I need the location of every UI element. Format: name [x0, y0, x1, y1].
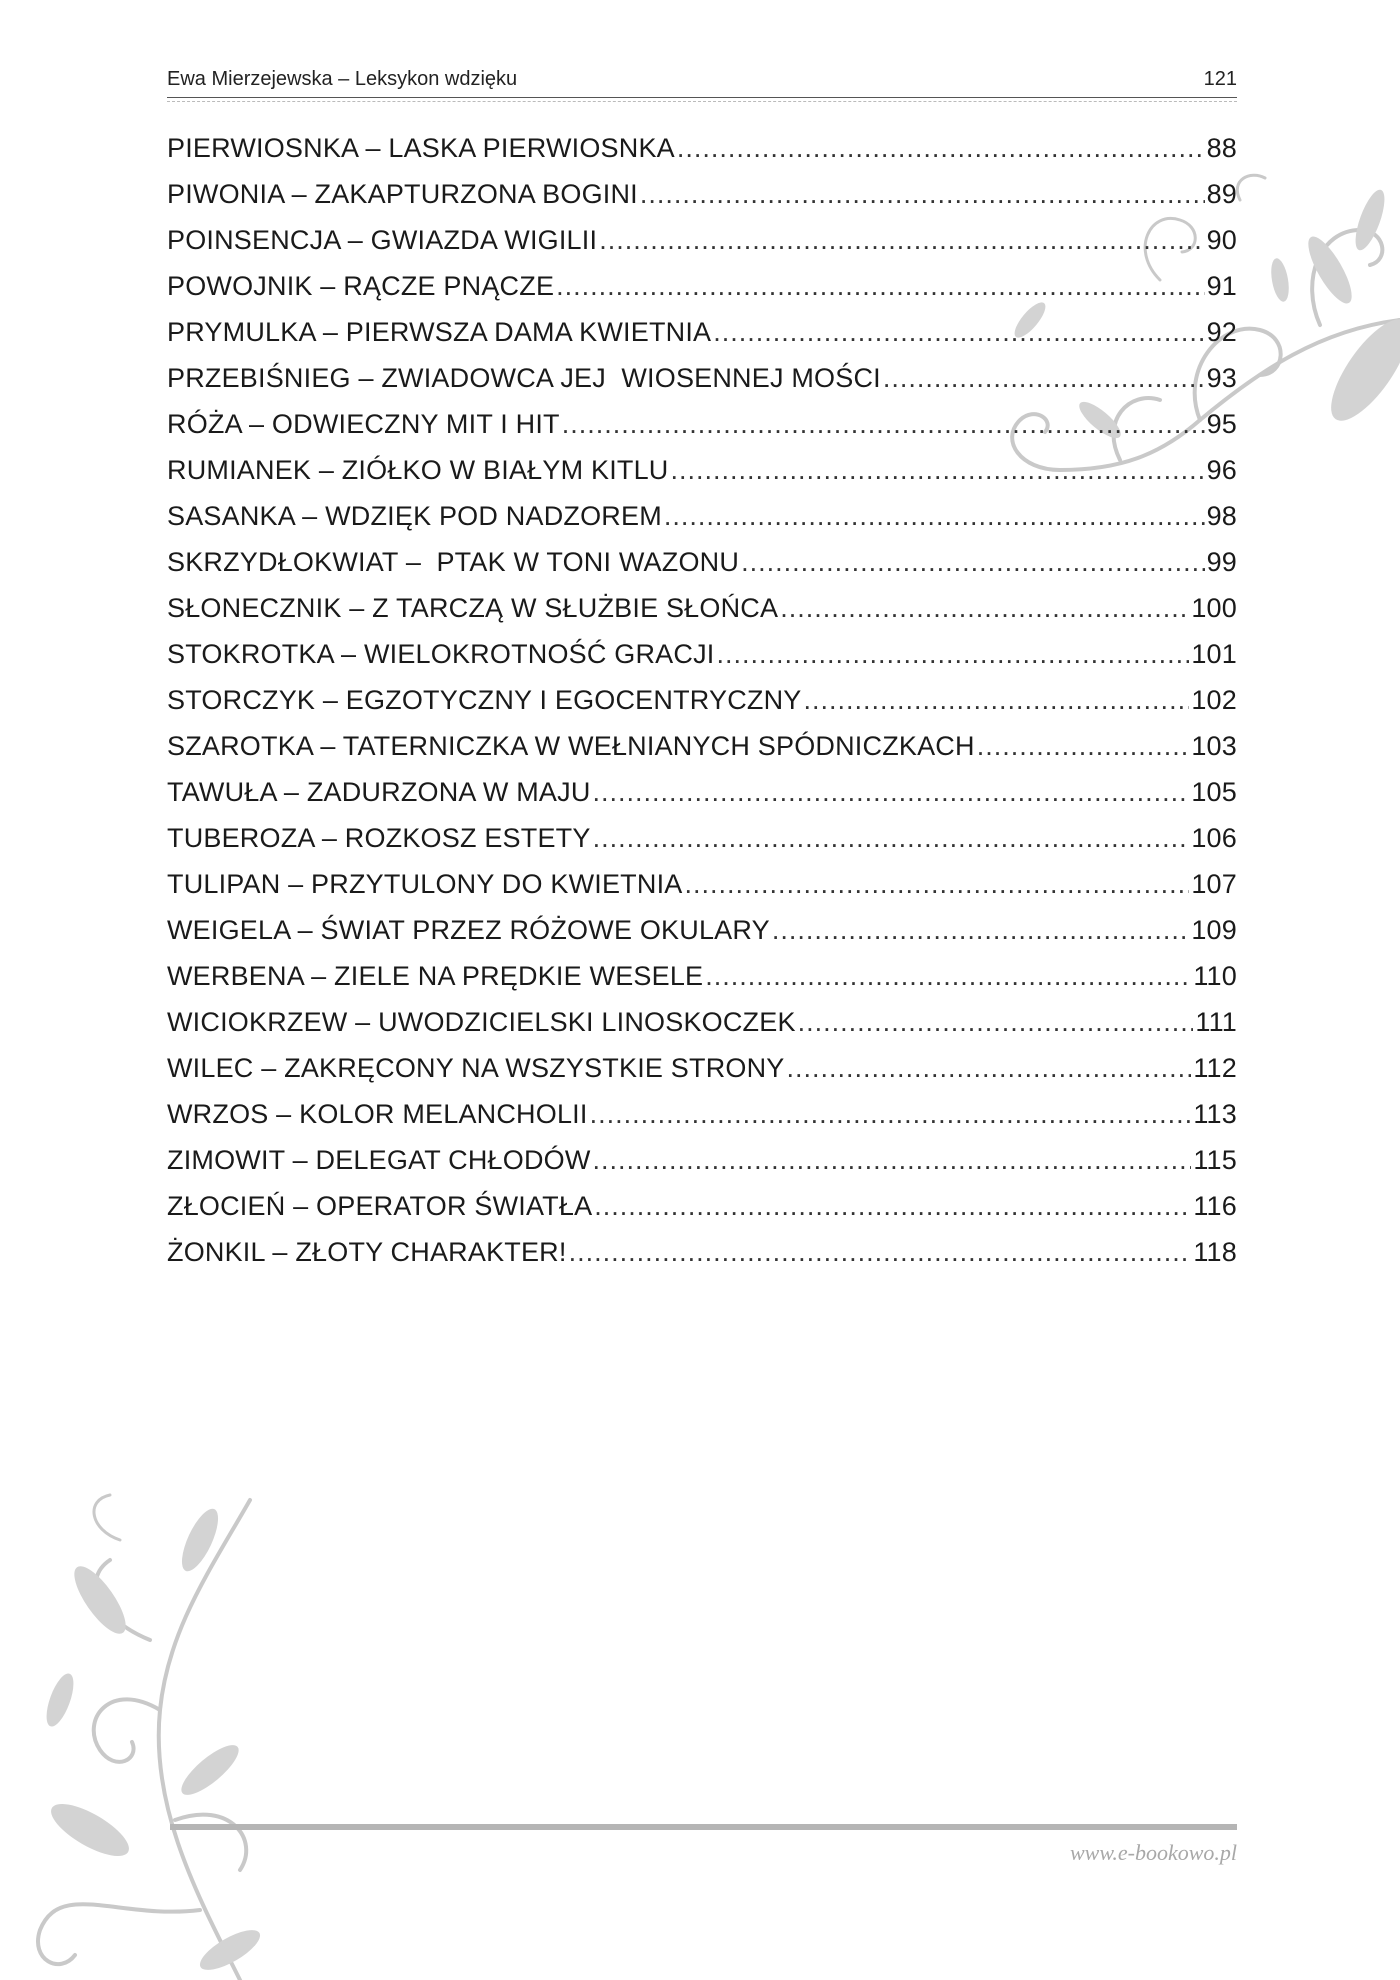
toc-entry-title: PRZEBIŚNIEG – ZWIADOWCA JEJ WIOSENNEJ MOŚCI	[167, 363, 881, 393]
toc-entry-title: ZŁOCIEŃ – OPERATOR ŚWIATŁA	[167, 1191, 593, 1221]
toc-entry-title: ŻONKIL – ZŁOTY CHARAKTER!	[167, 1237, 567, 1267]
toc-dot-leader	[664, 501, 1205, 532]
toc-dot-leader	[640, 179, 1205, 210]
toc-entry	[167, 593, 1237, 639]
toc-entry	[167, 271, 1237, 317]
toc-entry	[167, 1007, 1237, 1053]
toc-entry-title: TULIPAN – PRZYTULONY DO KWIETNIA	[167, 869, 683, 899]
toc-entry-page: 102	[1191, 685, 1237, 715]
toc-entry-page: 98	[1206, 501, 1237, 531]
footer-rule	[170, 1824, 1237, 1830]
running-title: Ewa Mierzejewska – Leksykon wdzięku	[167, 68, 518, 90]
toc-entry	[167, 1191, 1237, 1237]
toc-entry-page: 111	[1195, 1007, 1237, 1037]
toc-entry-page: 101	[1191, 639, 1237, 669]
toc-dot-leader	[977, 731, 1190, 762]
toc-dot-leader	[556, 271, 1204, 302]
page-number: 121	[1203, 68, 1237, 90]
toc-entry-page: 115	[1193, 1145, 1237, 1175]
toc-dot-leader	[705, 961, 1191, 992]
toc-entry-page: 118	[1193, 1237, 1237, 1267]
toc-entry-title: PIWONIA – ZAKAPTURZONA BOGINI	[167, 179, 638, 209]
toc-entry-page: 110	[1193, 961, 1237, 991]
running-header	[167, 68, 1237, 98]
toc-entry-title: SASANKA – WDZIĘK POD NADZOREM	[167, 501, 662, 531]
toc-dot-leader	[741, 547, 1205, 578]
toc-entry-page: 88	[1206, 133, 1237, 163]
toc-entry	[167, 639, 1237, 685]
toc-entry	[167, 823, 1237, 869]
toc-dot-leader	[883, 363, 1205, 394]
toc-entry-title: RUMIANEK – ZIÓŁKO W BIAŁYM KITLU	[167, 455, 669, 485]
toc-entry	[167, 777, 1237, 823]
toc-entry	[167, 731, 1237, 777]
toc-entry	[167, 179, 1237, 225]
toc-entry	[167, 409, 1237, 455]
toc-entry-page: 99	[1206, 547, 1237, 577]
toc-dot-leader	[593, 1145, 1192, 1176]
toc-entry-page: 96	[1206, 455, 1237, 485]
toc-dot-leader	[787, 1053, 1192, 1084]
toc-entry	[167, 685, 1237, 731]
toc-entry	[167, 501, 1237, 547]
toc-dot-leader	[804, 685, 1190, 716]
toc-entry	[167, 133, 1237, 179]
toc-entry	[167, 547, 1237, 593]
toc-entry-page: 100	[1191, 593, 1237, 623]
toc-dot-leader	[593, 777, 1190, 808]
toc-entry-title: TUBEROZA – ROZKOSZ ESTETY	[167, 823, 591, 853]
toc-entry	[167, 225, 1237, 271]
toc-entry-page: 89	[1206, 179, 1237, 209]
toc-dot-leader	[780, 593, 1189, 624]
toc-entry	[167, 1145, 1237, 1191]
toc-entry-page: 116	[1193, 1191, 1237, 1221]
toc-entry-title: PIERWIOSNKA – LASKA PIERWIOSNKA	[167, 133, 675, 163]
toc-dot-leader	[677, 133, 1205, 164]
toc-entry-title: WERBENA – ZIELE NA PRĘDKIE WESELE	[167, 961, 704, 991]
toc-entry-page: 109	[1191, 915, 1237, 945]
toc-dot-leader	[590, 1099, 1192, 1130]
toc-dot-leader	[599, 225, 1204, 256]
toc-entry-title: TAWUŁA – ZADURZONA W MAJU	[167, 777, 591, 807]
toc-dot-leader	[593, 823, 1190, 854]
toc-entry	[167, 1099, 1237, 1145]
toc-dot-leader	[562, 409, 1205, 440]
floral-ornament-bottom-icon	[0, 1480, 300, 1980]
toc-entry	[167, 317, 1237, 363]
toc-entry-title: POWOJNIK – RĄCZE PNĄCZE	[167, 271, 555, 301]
toc-entry-page: 107	[1191, 869, 1237, 899]
toc-entry-page: 103	[1191, 731, 1237, 761]
toc-dot-leader	[684, 869, 1189, 900]
toc-entry-title: WILEC – ZAKRĘCONY NA WSZYSTKIE STRONY	[167, 1053, 785, 1083]
toc-entry-page: 92	[1206, 317, 1237, 347]
toc-entry-title: PRYMULKA – PIERWSZA DAMA KWIETNIA	[167, 317, 712, 347]
toc-entry-title: POINSENCJA – GWIAZDA WIGILII	[167, 225, 598, 255]
toc-dot-leader	[717, 639, 1190, 670]
table-of-contents	[167, 133, 1237, 1283]
toc-dot-leader	[671, 455, 1205, 486]
toc-entry	[167, 455, 1237, 501]
footer-url: www.e-bookowo.pl	[1069, 1840, 1237, 1865]
toc-dot-leader	[569, 1237, 1192, 1268]
toc-entry	[167, 961, 1237, 1007]
toc-entry-title: ZIMOWIT – DELEGAT CHŁODÓW	[167, 1145, 591, 1175]
toc-entry-title: SZAROTKA – TATERNICZKA W WEŁNIANYCH SPÓDNICZKACH	[167, 731, 975, 761]
toc-entry-title: WEIGELA – ŚWIAT PRZEZ RÓŻOWE OKULARY	[167, 915, 770, 945]
toc-entry-title: WICIOKRZEW – UWODZICIELSKI LINOSKOCZEK	[167, 1007, 796, 1037]
toc-entry-title: SŁONECZNIK – Z TARCZĄ W SŁUŻBIE SŁOŃCA	[167, 593, 779, 623]
toc-dot-leader	[594, 1191, 1191, 1222]
toc-entry	[167, 1053, 1237, 1099]
toc-entry-page: 113	[1193, 1099, 1237, 1129]
toc-entry-title: SKRZYDŁOKWIAT – PTAK W TONI WAZONU	[167, 547, 740, 577]
toc-dot-leader	[713, 317, 1204, 348]
toc-entry-page: 93	[1206, 363, 1237, 393]
toc-entry-page: 105	[1191, 777, 1237, 807]
toc-entry-page: 112	[1193, 1053, 1237, 1083]
toc-entry-title: RÓŻA – ODWIECZNY MIT I HIT	[167, 409, 560, 439]
toc-entry-title: WRZOS – KOLOR MELANCHOLII	[167, 1099, 588, 1129]
toc-entry	[167, 869, 1237, 915]
toc-entry-page: 90	[1206, 225, 1237, 255]
toc-entry-title: STORCZYK – EGZOTYCZNY I EGOCENTRYCZNY	[167, 685, 802, 715]
toc-dot-leader	[772, 915, 1190, 946]
toc-entry	[167, 915, 1237, 961]
toc-entry	[167, 1237, 1237, 1283]
toc-dot-leader	[798, 1007, 1194, 1038]
toc-entry-page: 91	[1206, 271, 1237, 301]
toc-entry-page: 95	[1206, 409, 1237, 439]
toc-entry	[167, 363, 1237, 409]
toc-entry-title: STOKROTKA – WIELOKROTNOŚĆ GRACJI	[167, 639, 715, 669]
toc-entry-page: 106	[1191, 823, 1237, 853]
